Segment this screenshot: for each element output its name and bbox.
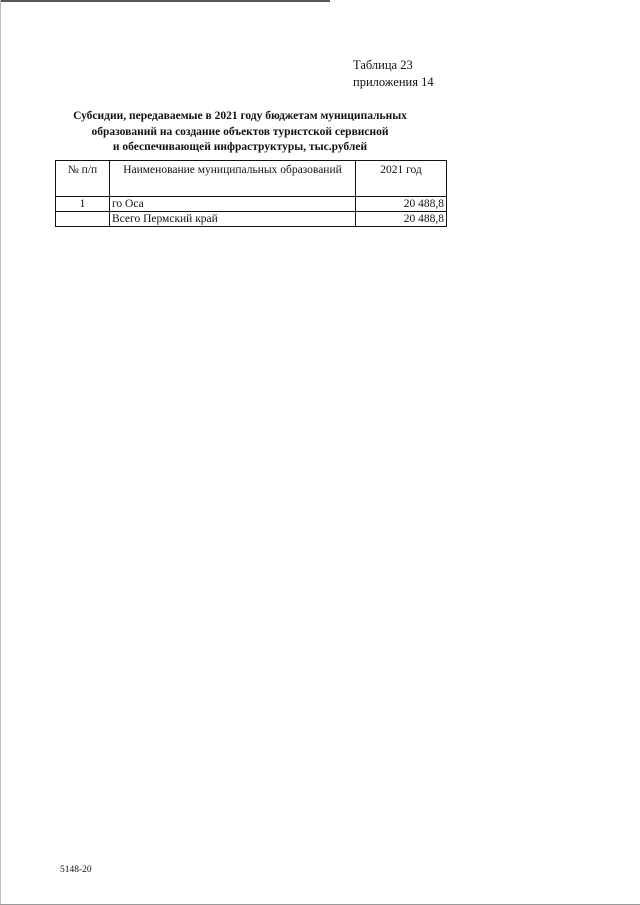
table-header-row <box>56 161 447 197</box>
title-line-2: образований на создание объектов туристской сервисной <box>91 125 389 138</box>
row-number <box>56 212 110 227</box>
header-number: № п/п <box>56 161 110 197</box>
scan-edge-top <box>0 0 330 2</box>
table-number-label: Таблица 23 <box>353 58 413 72</box>
document-code: 5148-20 <box>60 865 92 875</box>
row-amount: 20 488,8 <box>356 197 447 212</box>
title-line-3: и обеспечивающей инфраструктуры, тыс.рублей <box>112 141 368 153</box>
header-municipality-name: Наименование муниципальных образований <box>110 161 356 197</box>
appendix-label: приложения 14 <box>353 75 434 89</box>
title-line-1: Субсидии, передаваемые в 2021 году бюджетам муниципальных <box>73 110 407 122</box>
document-title <box>40 109 440 156</box>
table-row <box>56 197 447 212</box>
row-municipality-name: го Оса <box>110 197 356 212</box>
scan-edge-left <box>0 0 1 905</box>
table-reference-header <box>353 57 434 91</box>
row-amount: 20 488,8 <box>356 212 447 227</box>
table-total-row <box>56 212 447 227</box>
subsidy-table <box>55 160 447 227</box>
row-municipality-name: Всего Пермский край <box>110 212 356 227</box>
header-year-2021: 2021 год <box>356 161 447 197</box>
row-number: 1 <box>56 197 110 212</box>
